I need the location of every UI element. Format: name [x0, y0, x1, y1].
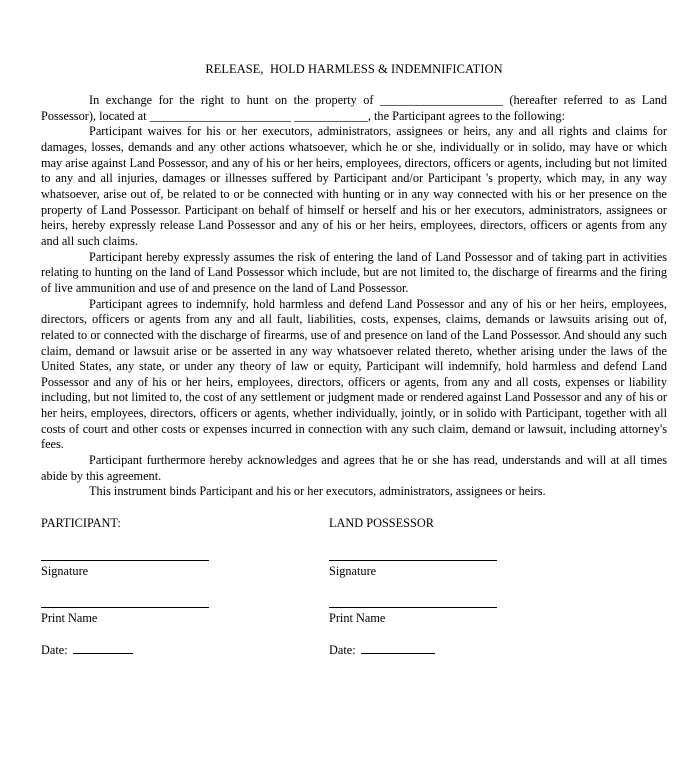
- agreement-body: [41, 93, 667, 500]
- assumption-of-risk-paragraph: Participant hereby expressly assumes the risk of entering the land of Land Possessor and of taking part in activities relating to hunting on the land of Land Possessor which include, but are not limited to, the discharge of firearms and the firing of live ammunition and use of and presence on the land of Land Possessor.: [41, 249, 667, 295]
- waiver-paragraph: Participant waives for his or her executors, administrators, assignees or heirs, any and all rights and claims for damages, losses, demands and any other actions whatsoever, which he or she, individually or in solido, may have or which may arise against Land Possessor, and any of his or her heirs, employees, directors, officers or agents, including but not limited to any and all injuries, damages or illnesses suffered by Participant and/or Participant 's property, which may, in any way whatsoever, arise out of, be related to or be connected with hunting or in any way connected with his or her presence on the property of Land Possessor. Participant on behalf of himself or herself and his or her executors, administrators, assignees or heirs, hereby expressly release Land Possessor and any of his or her heirs, employees, directors, officers or agents from any and all such claims.: [41, 124, 667, 248]
- land-possessor-print-name-label: Print Name: [329, 611, 386, 625]
- participant-signature-label: Signature: [41, 564, 89, 578]
- land-possessor-date-line[interactable]: [361, 643, 435, 654]
- binding-paragraph: This instrument binds Participant and his or her executors, administrators, assignees or heirs.: [89, 484, 546, 499]
- participant-date-line[interactable]: [73, 643, 133, 654]
- participant-date-label: Date:: [41, 643, 68, 657]
- document-title: RELEASE, HOLD HARMLESS & INDEMNIFICATION: [205, 62, 503, 76]
- participant-print-name-line[interactable]: [41, 607, 209, 608]
- acknowledgement-paragraph: Participant furthermore hereby acknowledges and agrees that he or she has read, understands and will at all times abide by this agreement.: [41, 453, 667, 483]
- land-possessor-print-name-line[interactable]: [329, 607, 497, 608]
- indemnification-paragraph: Participant agrees to indemnify, hold harmless and defend Land Possessor and any of his or her heirs, employees, directors, officers or agents from any and all fault, liabilities, costs, expenses, claims, demands or lawsuits arising out of, related to or connected with the discharge of firearms, use of and presence on land of the Land Possessor. And should any such claim, demand or lawsuit arise or be asserted in any way whatsoever related thereto, whether arising under the laws of the United States, any state, or under any theory of law or equity, Participant will indemnify, hold harmless and defend Land Possessor and any of his or her heirs, employees, directors, officers or agents, from any and all costs, expenses or liability including, but not limited to, the cost of any settlement or judgment made or rendered against Land Possessor and any of his or her heirs, employees, directors, officers or agents, whether individually, jointly, or in solido with Participant, together with all costs of court and other costs or expenses incurred in connection with any such claim, demand or lawsuit, including attorney's fees.: [41, 296, 667, 452]
- land-possessor-signature-line[interactable]: [329, 560, 497, 561]
- land-possessor-date-row: [329, 643, 435, 658]
- land-possessor-heading: LAND POSSESSOR: [329, 516, 434, 530]
- land-possessor-date-label: Date:: [329, 643, 356, 657]
- land-possessor-signature-label: Signature: [329, 564, 377, 578]
- intro-paragraph: In exchange for the right to hunt on the property of ____________________ (hereafter referred to as Land Possessor), located at _______________________ ____________, the Participant agrees to the following:: [41, 93, 667, 123]
- participant-date-row: [41, 643, 133, 658]
- participant-signature-line[interactable]: [41, 560, 209, 561]
- participant-heading: PARTICIPANT:: [41, 516, 121, 530]
- participant-print-name-label: Print Name: [41, 611, 98, 625]
